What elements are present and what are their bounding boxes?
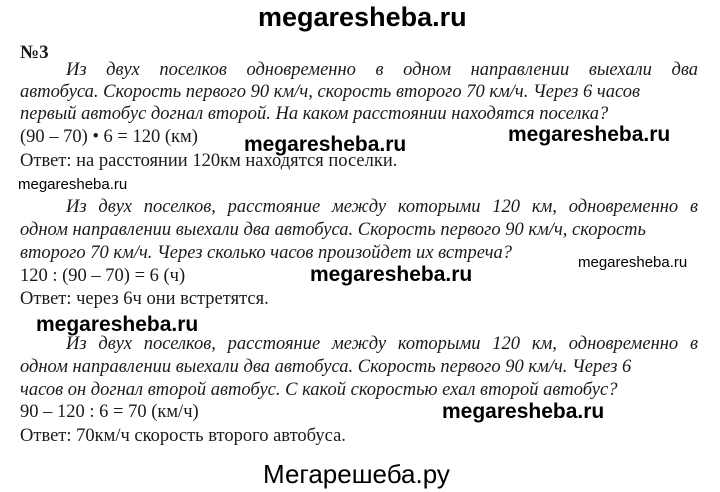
watermark-p3-left: megaresheba.ru xyxy=(36,313,199,336)
problem-3-answer: Ответ: 70км/ч скорость второго автобуса. xyxy=(20,426,346,446)
problem-3-solution: 90 – 120 : 6 = 70 (км/ч) xyxy=(20,402,199,422)
watermark-header: megaresheba.ru xyxy=(258,2,467,32)
problem-3-line-1: Из двух поселков, расстояние между которыми 120 км, одновременно в xyxy=(66,334,698,354)
problem-3-line-3: часов он догнал второй автобус. С какой скоростью ехал второй автобус? xyxy=(20,380,618,400)
problem-1-line-3: первый автобус догнал второй. На каком расстоянии находятся поселка? xyxy=(20,104,609,124)
problem-1-line-2: автобуса. Скорость первого 90 км/ч, скорость второго 70 км/ч. Через 6 часов xyxy=(20,82,641,102)
problem-2-answer: Ответ: через 6ч они встретятся. xyxy=(20,289,269,309)
task-number: №3 xyxy=(20,42,49,63)
problem-2-line-2: одном направлении выехали два автобуса. Скорость первого 90 км/ч, скорость xyxy=(20,220,646,240)
problem-2-line-3: второго 70 км/ч. Через сколько часов произойдет их встреча? xyxy=(20,243,513,263)
problem-2-solution: 120 : (90 – 70) = 6 (ч) xyxy=(20,266,186,286)
watermark-footer: Мегарешеба.ру xyxy=(263,459,450,489)
problem-2-line-1: Из двух поселков, расстояние между которыми 120 км, одновременно в xyxy=(66,197,698,217)
watermark-p1-right: megaresheba.ru xyxy=(508,123,671,146)
watermark-left-small: megaresheba.ru xyxy=(18,176,128,193)
watermark-p3-mid: megaresheba.ru xyxy=(442,400,605,423)
problem-1-line-1: Из двух поселков одновременно в одном направлении выехали два xyxy=(66,60,698,80)
watermark-p1-mid: megaresheba.ru xyxy=(244,133,407,156)
problem-1-answer: Ответ: на расстоянии 120км находятся поселки. xyxy=(20,151,398,171)
watermark-p2-right-small: megaresheba.ru xyxy=(578,254,688,271)
watermark-p2-mid: megaresheba.ru xyxy=(310,263,473,286)
problem-1-solution: (90 – 70) • 6 = 120 (км) xyxy=(20,127,198,147)
problem-3-line-2: одном направлении выехали два автобуса. Скорость первого 90 км/ч. Через 6 xyxy=(20,357,632,377)
